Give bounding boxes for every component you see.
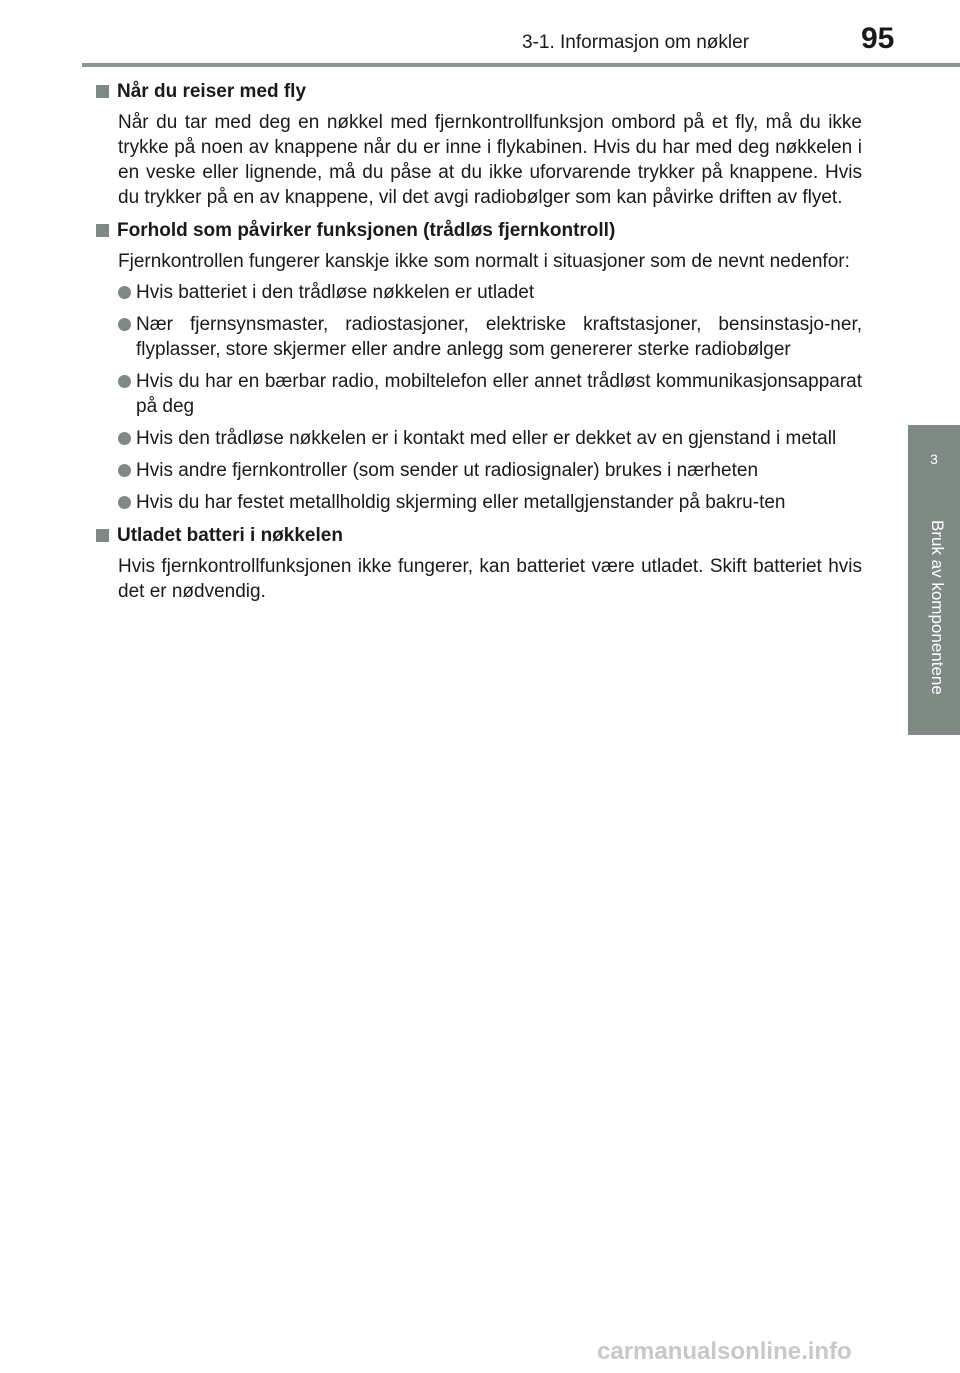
section-title: Forhold som påvirker funksjonen (trådløs fjernkontroll) xyxy=(117,220,616,241)
chapter-number: 3 xyxy=(930,451,938,467)
chapter-title: Bruk av komponentene xyxy=(928,520,947,695)
square-bullet-icon xyxy=(96,85,109,98)
circle-bullet-icon xyxy=(118,375,131,388)
section-heading xyxy=(96,79,862,104)
circle-bullet-icon xyxy=(118,464,131,477)
list-item: Hvis du har en bærbar radio, mobiltelefon eller annet trådløst kommunikasjonsapparat på deg xyxy=(118,369,862,419)
circle-bullet-icon xyxy=(118,496,131,509)
list-item: Hvis batteriet i den trådløse nøkkelen er utladet xyxy=(118,280,862,305)
section-heading xyxy=(96,523,862,548)
section-conditions xyxy=(96,218,862,515)
section-flying xyxy=(96,79,862,210)
chapter-side-tab xyxy=(908,425,960,735)
section-title: Når du reiser med fly xyxy=(117,81,307,102)
header-divider xyxy=(82,63,960,67)
section-paragraph: Hvis fjernkontrollfunksjonen ikke fungerer, kan batteriet være utladet. Skift batteriet hvis det er nødvendig. xyxy=(118,556,862,602)
header-section-title: 3-1. Informasjon om nøkler xyxy=(522,32,750,53)
square-bullet-icon xyxy=(96,224,109,237)
list-item: Nær fjernsynsmaster, radiostasjoner, elektriske kraftstasjoner, bensinstasjo-ner, flyplasser, store skjermer eller andre anlegg som genererer sterke radiobølger xyxy=(118,312,862,362)
section-paragraph: Fjernkontrollen fungerer kanskje ikke som normalt i situasjoner som de nevnt nedenfor: xyxy=(118,251,850,272)
list-item: Hvis den trådløse nøkkelen er i kontakt med eller er dekket av en gjenstand i metall xyxy=(118,426,862,451)
list-item: Hvis du har festet metallholdig skjerming eller metallgjenstander på bakru-ten xyxy=(118,490,862,515)
circle-bullet-icon xyxy=(118,286,131,299)
page-content xyxy=(96,79,862,612)
list-item: Hvis andre fjernkontroller (som sender ut radiosignaler) brukes i nærheten xyxy=(118,458,862,483)
square-bullet-icon xyxy=(96,529,109,542)
condition-list xyxy=(118,280,862,515)
section-paragraph: Når du tar med deg en nøkkel med fjernkontrollfunksjon ombord på et fly, må du ikke trykke på noen av knappene når du er inne i flykabinen. Hvis du har med deg nøkkelen i en veske eller lignende, må du påse at du ikke uforvarende trykker på knappene. Hvis du trykker på en av knappene, vil det avgi radiobølger som kan påvirke driften av flyet. xyxy=(118,112,862,208)
section-heading xyxy=(96,218,862,243)
page-number: 95 xyxy=(861,22,895,55)
circle-bullet-icon xyxy=(118,318,131,331)
section-title: Utladet batteri i nøkkelen xyxy=(117,525,343,546)
circle-bullet-icon xyxy=(118,432,131,445)
section-battery xyxy=(96,523,862,604)
watermark: carmanualsonline.info xyxy=(597,1338,852,1365)
